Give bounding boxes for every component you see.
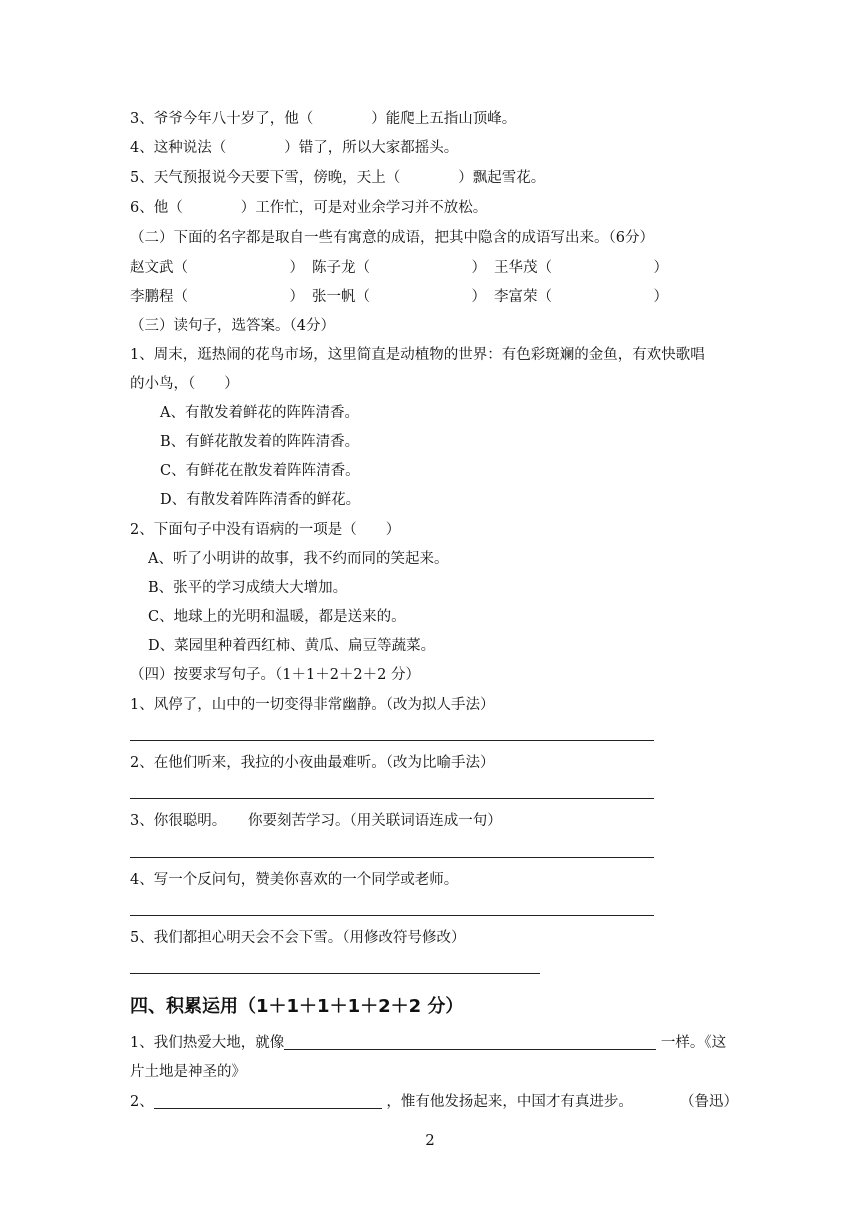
part4-item-5: 5、我们都担心明天会不会下雪。（用修改符号修改） bbox=[130, 930, 466, 946]
part2-heading: （二）下面的名字都是取自一些有寓意的成语，把其中隐含的成语写出来。（6分） bbox=[130, 230, 654, 246]
section4-q2-source: （鲁迅） bbox=[680, 1094, 738, 1110]
name-item: 陈子龙（ ） bbox=[312, 260, 486, 276]
fill-blank[interactable] bbox=[154, 1092, 382, 1109]
name-item: 王华茂（ ） bbox=[494, 260, 668, 276]
page-number: 2 bbox=[425, 1131, 435, 1149]
part3-q1-text-cont: 的小鸟，（ ） bbox=[130, 376, 239, 392]
option-c: C、有鲜花在散发着阵阵清香。 bbox=[160, 463, 360, 479]
question-6: 6、他（ ）工作忙，可是对业余学习并不放松。 bbox=[130, 200, 488, 216]
option-c: C、地球上的光明和温暖，都是送来的。 bbox=[148, 609, 406, 625]
answer-line[interactable] bbox=[130, 973, 540, 974]
part4-item-1: 1、风停了，山中的一切变得非常幽静。（改为拟人手法） bbox=[130, 697, 495, 713]
part3-q2-text: 2、下面句子中没有语病的一项是（ ） bbox=[130, 522, 401, 538]
section4-q2-prefix: 2、 bbox=[130, 1094, 154, 1110]
section4-q1 bbox=[130, 1033, 726, 1053]
fill-blank[interactable] bbox=[284, 1033, 656, 1050]
question-3: 3、爷爷今年八十岁了，他（ ）能爬上五指山顶峰。 bbox=[130, 111, 517, 127]
section4-q2 bbox=[130, 1092, 633, 1112]
option-d: D、有散发着阵阵清香的鲜花。 bbox=[160, 492, 361, 508]
section4-q2-middle: ，惟有他发扬起来，中国才有真进步。 bbox=[381, 1094, 633, 1110]
section4-q1-prefix: 1、我们热爱大地，就像 bbox=[130, 1035, 285, 1051]
option-a: A、听了小明讲的故事，我不约而同的笑起来。 bbox=[148, 551, 449, 567]
answer-line[interactable] bbox=[130, 798, 654, 799]
name-item: 李鹏程（ ） bbox=[130, 289, 304, 305]
section4-q1-suffix: 一样。《这 bbox=[656, 1035, 727, 1051]
part3-heading: （三）读句子，选答案。（4分） bbox=[130, 318, 335, 334]
part4-heading: （四）按要求写句子。（1＋1＋2＋2＋2 分） bbox=[130, 667, 420, 683]
name-item: 赵文武（ ） bbox=[130, 260, 304, 276]
question-5: 5、天气预报说今天要下雪，傍晚，天上（ ）飘起雪花。 bbox=[130, 170, 546, 186]
section4-q1-cont: 片土地是神圣的》 bbox=[130, 1064, 246, 1080]
name-item: 李富荣（ ） bbox=[494, 289, 668, 305]
part3-q1-text: 1、周末，逛热闹的花鸟市场，这里简直是动植物的世界：有色彩斑斓的金鱼，有欢快歌唱 bbox=[130, 347, 705, 363]
option-d: D、菜园里种着西红柿、黄瓜、扁豆等蔬菜。 bbox=[148, 638, 436, 654]
part4-item-4: 4、写一个反问句，赞美你喜欢的一个同学或老师。 bbox=[130, 872, 459, 888]
name-item: 张一帆（ ） bbox=[312, 289, 486, 305]
option-b: B、张平的学习成绩大大增加。 bbox=[148, 580, 348, 596]
part4-item-3: 3、你很聪明。 你要刻苦学习。（用关联词语连成一句） bbox=[130, 813, 502, 829]
answer-line[interactable] bbox=[130, 857, 654, 858]
question-4: 4、这种说法（ ）错了，所以大家都摇头。 bbox=[130, 140, 459, 156]
answer-line[interactable] bbox=[130, 915, 654, 916]
answer-line[interactable] bbox=[130, 740, 654, 741]
option-b: B、有鲜花散发着的阵阵清香。 bbox=[160, 434, 360, 450]
section-title: 四、积累运用（1＋1＋1＋1＋2＋2 分） bbox=[130, 996, 464, 1017]
option-a: A、有散发着鲜花的阵阵清香。 bbox=[160, 405, 359, 421]
part4-item-2: 2、在他们听来，我拉的小夜曲最难听。（改为比喻手法） bbox=[130, 755, 495, 771]
